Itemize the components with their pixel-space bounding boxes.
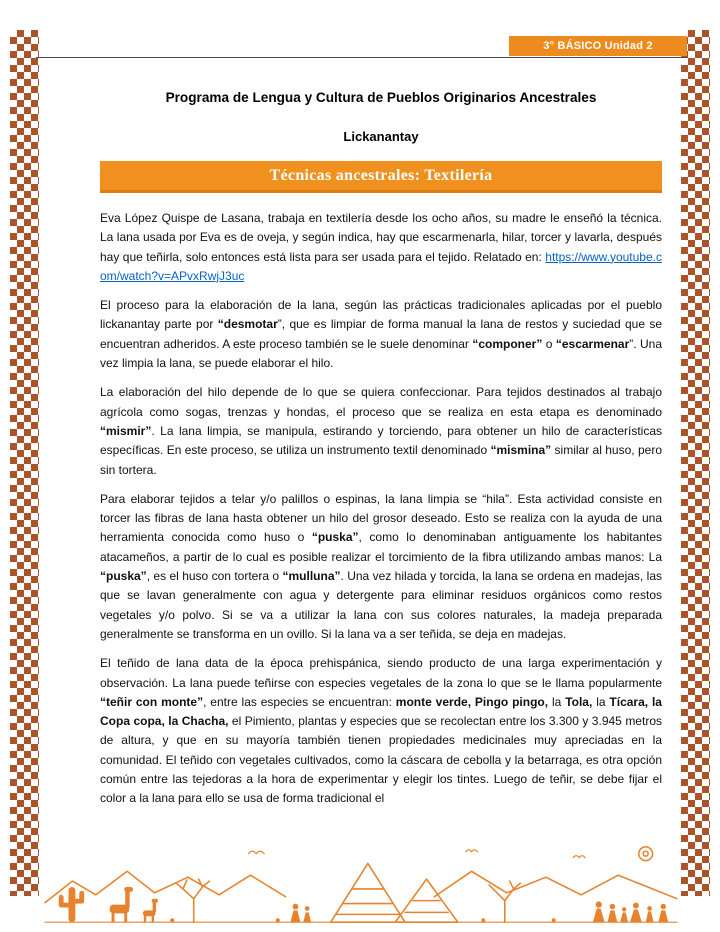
paragraph (100, 490, 662, 644)
bold-term: “desmotar (217, 317, 278, 332)
header-divider (36, 57, 688, 58)
unit-badge: 3° BÁSICO Unidad 2 (509, 36, 687, 56)
text-run: El teñido de lana data de la época prehispánica, siendo producto de una larga experimentación y observación. La lana puede teñirse con especies vegetales de la zona lo que se le llama popularmente (100, 656, 662, 690)
text-run: Eva López Quispe de Lasana, trabaja en textilería desde los ocho años, su madre le enseñó la técnica. La lana usada por Eva es de oveja, y según indica, hay que escarmenarla, hilar, torcer y lavarla, después hay que teñirla, solo entonces está lista para ser usada para el tejido. Relatado en: (100, 211, 662, 264)
bird-icon (466, 850, 478, 852)
bold-term: Tícara, la Copa copa, la Chacha, (100, 694, 662, 729)
main-content (100, 78, 662, 819)
text-run: , como lo denominaban antiguamente los habitantes atacameños, a partir de lo cual es posible realizar el torcimiento de la fibra utilizando ambas manos: La (100, 530, 662, 564)
section-banner-title: Técnicas ancestrales: Textilería (269, 167, 493, 184)
text-run: . Una vez hilada y torcida, la lana se ordena en madejas, las que se lavan generalmente con agua y detergente para eliminar residuos orgánicos como restos vegetales y/o polvo. Si se va a utilizar la lana con sus colores naturales, la madeja preparada generalmente se transforma en un ovillo. Si la lana va a ser teñida, se deja en madejas. (100, 569, 662, 641)
bold-term: “componer” (472, 336, 543, 351)
paragraph (100, 383, 662, 479)
bold-term: “puska” (100, 569, 147, 584)
article-body (100, 209, 662, 809)
person-figure (303, 906, 311, 922)
footer-landscape-illustration (38, 840, 684, 930)
bold-term: “puska” (311, 530, 359, 545)
text-run: similar al huso, pero sin tortera. (100, 443, 662, 477)
subtitle-lickanantay: Lickanantay (343, 129, 419, 144)
people-group (593, 901, 668, 922)
section-banner (100, 161, 662, 193)
text-run: El proceso para la elaboración de la lana, según las prácticas tradicionales aplicadas por el pueblo lickanantay parte por (100, 298, 662, 332)
text-run: el Pimiento, plantas y especies que se recolectan entre los 3.300 y 3.945 metros de altura, y que en su mayoría también tienen propiedades medicinales muy apreciadas en la comunidad. El teñido con vegetales cultivados, como la cáscara de cebolla y la betarraga, es otra opción común entre las tejedoras a la hora de experimentar y elegir los tintes. Luego de teñir, se debe fijar el color a la lana para ello se usa de forma tradicional el (100, 714, 662, 806)
tree-left-icon (176, 879, 209, 922)
text-run: La elaboración del hilo depende de lo que se quiera confeccionar. Para tejidos destinados al trabajo agrícola como sogas, trenzas y hondas, el proceso que se realiza en esta etapa es denominado (100, 385, 662, 419)
cactus-icon (59, 887, 84, 922)
text-run: la (592, 694, 610, 709)
bold-term: Tola, (565, 694, 593, 709)
paragraph (100, 654, 662, 808)
bold-term: “mismir” (100, 423, 152, 438)
program-title: Programa de Lengua y Cultura de Pueblos Originarios Ancestrales (165, 90, 597, 105)
text-run: la (548, 694, 566, 709)
volcano-large (331, 863, 405, 922)
llama-icon (110, 887, 133, 922)
andean-pattern-border-left-icon (10, 30, 39, 896)
andean-landscape-icon (38, 840, 684, 930)
person-figure (291, 904, 301, 923)
bold-term: “mulluna” (282, 569, 341, 584)
text-run: ”. Una vez limpia la lana, se puede elaborar el hilo. (100, 336, 663, 371)
sun-icon (639, 847, 653, 861)
text-run: o (542, 336, 556, 351)
volcano-small-stripes (405, 901, 448, 913)
shrub-icon (276, 918, 280, 922)
sun-icon-center (643, 851, 648, 856)
shrub-icon (552, 918, 556, 922)
youtube-link[interactable]: https://www.youtube.com/watch?v=APvxRwjJ3uc (100, 249, 662, 283)
text-run: Para elaborar tejidos a telar y/o palillos o espinas, la lana limpia se “hila”. Esta actividad consiste en torcer las fibras de lana hasta obtener un hilo del grosor deseado. Esto se realiza con la ayuda de una herramienta conocida como huso o (100, 491, 662, 545)
bold-term: monte verde, Pingo pingo, (395, 694, 549, 709)
text-run: , es el huso con tortera o (146, 569, 283, 584)
paragraph (100, 209, 662, 286)
bold-term: “teñir con monte” (100, 694, 204, 709)
text-run: ”, que es limpiar de forma manual la lana de restos y suciedad que se encuentran adheridos. A este proceso también se le suele denominar (100, 317, 663, 351)
andean-pattern-border-right-icon (681, 30, 710, 896)
tree-right-icon (489, 881, 520, 922)
bird-icon (249, 851, 265, 853)
llama-small-icon (143, 899, 158, 922)
text-run: . La lana limpia, se manipula, estirando y torciendo, para obtener un hilo de características específicas. En este proceso, se utiliza un instrumento textil denominado (100, 423, 662, 458)
shrub-icon (170, 918, 174, 922)
shrub-icon (481, 918, 485, 922)
mountain-ridge-right (434, 871, 677, 898)
paragraph (100, 296, 662, 373)
bird-icon (573, 856, 585, 858)
text-run: , entre las especies se encuentran: (203, 694, 396, 709)
bold-term: “escarmenar (555, 336, 630, 351)
bold-term: “mismina” (490, 443, 552, 458)
volcano-large-stripes (337, 889, 400, 914)
